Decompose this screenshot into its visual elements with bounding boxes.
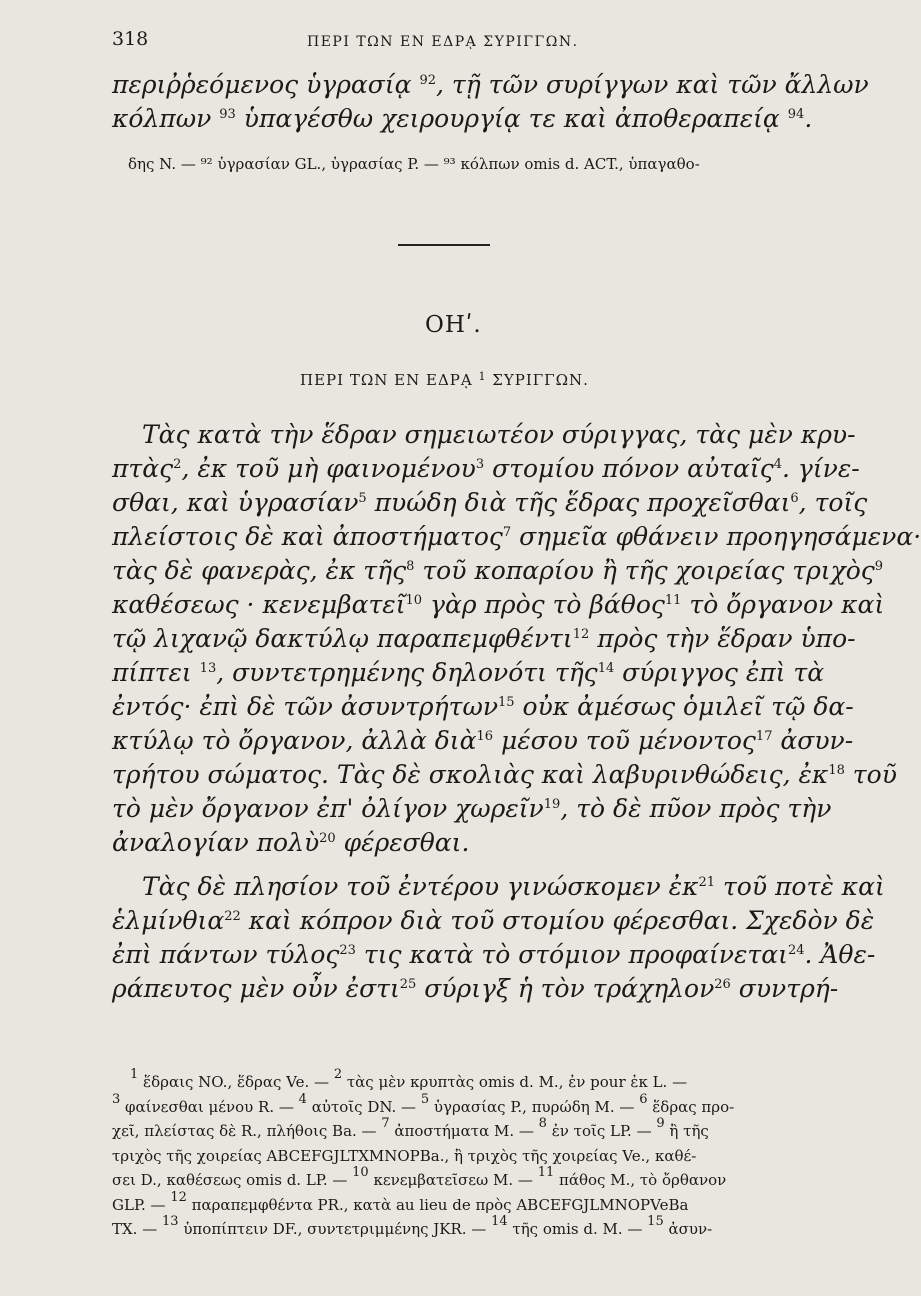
text-run: κενεμβατεῖσεω M. — (368, 1171, 538, 1189)
page-number: 318 (112, 28, 149, 50)
page-header (112, 28, 800, 60)
chapter-body (112, 418, 921, 1006)
text-run: παραπεμφθέντα PR., κατὰ au lieu de πρὸς ABCEFGJLMNOPVeBa (186, 1195, 689, 1214)
footnote-ref: 16 (476, 729, 494, 744)
text-run: . Ἀθε- (804, 940, 876, 969)
continued-footnote: δης N. — ⁹² ὑγρασίαν GL., ὑγρασίας P. — ⁹³ κόλπων omis d. ACT., ὑπαγαθο- (128, 155, 700, 173)
text-line (112, 588, 885, 622)
text-line (112, 452, 860, 486)
text-run: τὰς μὲν κρυπτὰς omis d. M., ἐν pour ἐκ L. — (342, 1073, 688, 1091)
text-line (112, 418, 856, 452)
text-run: ΠΕΡΙ ΤΩΝ ΕΝ ΕΔΡᾼ (300, 371, 479, 389)
text-run: πρὸς τὴν ἕδραν ὑπο- (589, 624, 856, 653)
text-run: τοῦ κοπαρίου ἢ τῆς χοιρείας τριχὸς (414, 556, 875, 585)
text-run: πυώδη διὰ τῆς ἕδρας προχεῖσθαι (366, 488, 791, 517)
footnote-ref: 10 (405, 593, 423, 608)
footnote-ref: 2 (333, 1067, 343, 1082)
text-run: ἕδραις NO., ἕδρας Ve. — (138, 1073, 334, 1091)
footnote-ref: 13 (199, 661, 217, 676)
footnote-ref: 9 (874, 559, 884, 574)
text-line (112, 622, 856, 656)
footnote-ref: 22 (224, 909, 241, 924)
footnote-ref: 7 (502, 525, 512, 540)
footnote-ref: 19 (543, 797, 561, 812)
text-run: ἑλμίνθια (112, 906, 225, 935)
text-line (112, 870, 885, 904)
footnote-ref: 25 (399, 977, 417, 992)
footnote-ref: 11 (664, 593, 682, 608)
text-run: τριχὸς τῆς χοιρείας ABCEFGJLTXMNOPBa., ἢ τριχὸς τῆς χοιρείας Ve., καθέ- (112, 1146, 697, 1165)
text-line (112, 938, 876, 972)
text-run: τὸ μὲν ὄργανον ἐπ' ὀλίγον χωρεῖν (112, 794, 544, 823)
text-run: σύριγξ ἡ τὸν τράχηλον (416, 974, 715, 1003)
footnote-ref: 9 (656, 1116, 665, 1131)
footnote-ref: 11 (537, 1165, 555, 1180)
text-line (112, 486, 868, 520)
text-run: ὑπαγέσθω χειρουργίᾳ τε καὶ ἀποθεραπείᾳ (235, 104, 788, 133)
text-line (112, 972, 839, 1006)
text-run: φαίνεσθαι μένου R. — (120, 1097, 299, 1116)
footnote-ref: 3 (112, 1091, 121, 1107)
footnote-ref: 21 (698, 875, 716, 890)
footnote-ref: 4 (773, 457, 783, 472)
text-run: . (804, 104, 813, 133)
footnote-ref: 26 (714, 977, 731, 992)
footnote-ref: 14 (491, 1214, 508, 1229)
text-run: , τοῖς (798, 488, 868, 517)
footnote-line (112, 1091, 782, 1120)
footnote-ref: 20 (319, 831, 336, 846)
footnote-line (112, 1165, 782, 1193)
text-run: ἢ τῆς (664, 1122, 709, 1140)
footnote-line (112, 1116, 782, 1144)
footnotes (112, 1067, 782, 1242)
text-run: ἕδρας προ- (647, 1097, 735, 1116)
text-run: , ἐκ τοῦ μὴ φαινομένου (181, 454, 476, 483)
text-run: Τὰς δὲ πλησίον τοῦ ἐντέρου γινώσκομεν ἐκ (142, 872, 699, 901)
text-run: κτύλῳ τὸ ὄργανον, ἀλλὰ διὰ (112, 726, 477, 755)
text-run: πάθος M., τὸ ὄρθανον (554, 1171, 727, 1189)
text-line (112, 724, 854, 758)
footnote-ref: 18 (828, 763, 845, 778)
text-run: στομίου πόνον αὐταῖς (484, 454, 774, 483)
text-run: ἀναλογίαν πολὺ (112, 828, 320, 857)
text-run: ΣΥΡΙΓΓΩΝ. (486, 371, 589, 389)
text-run: τὸ ὄργανον καὶ (681, 590, 885, 619)
text-run: πλείστοις δὲ καὶ ἀποστήματος (112, 522, 503, 551)
text-run: , τὸ δὲ πῦον πρὸς τὴν (560, 794, 832, 823)
footnote-ref: 17 (755, 729, 773, 744)
text-run: τὰς δὲ φανερὰς, ἐκ τῆς (112, 556, 407, 585)
text-run: συντρή- (730, 974, 839, 1003)
text-run: , τῇ τῶν συρίγγων καὶ τῶν ἄλλων (436, 70, 869, 99)
chapter-title (300, 370, 589, 389)
footnote-ref: 3 (475, 457, 485, 472)
text-run: τις κατὰ τὸ στόμιον προφαίνεται (355, 940, 788, 969)
text-line (112, 826, 776, 860)
text-line (112, 520, 921, 554)
text-run: οὐκ ἀμέσως ὁμιλεῖ τῷ δα- (514, 692, 854, 721)
text-run: πίπτει (112, 658, 200, 687)
text-run: χεῖ, πλείστας δὲ R., πλήθοις Ba. — (112, 1122, 382, 1140)
footnote-line (112, 1189, 782, 1218)
footnote-ref: 8 (406, 559, 415, 574)
footnote-ref: 8 (538, 1116, 547, 1131)
text-run: ράπευτος μὲν οὖν ἐστι (112, 974, 400, 1003)
text-run: ἀσυν- (772, 726, 854, 755)
footnote-ref: 93 (219, 107, 236, 122)
footnote-ref: 14 (597, 661, 615, 676)
footnote-ref: 6 (639, 1091, 648, 1107)
footnote-ref: 13 (162, 1214, 179, 1229)
text-run: τῆς omis d. M. — (507, 1220, 648, 1238)
footnote-ref: 6 (790, 491, 799, 506)
text-line (112, 690, 854, 724)
footnote-line (112, 1214, 782, 1242)
footnote-ref: 1 (478, 370, 487, 383)
text-line (112, 554, 884, 588)
footnote-ref: 15 (498, 695, 515, 710)
text-run: GLP. — (112, 1195, 171, 1214)
footnote-ref: 2 (173, 457, 182, 472)
text-run: ἀποστήματα M. — (389, 1122, 539, 1140)
footnote-ref: 10 (352, 1165, 369, 1180)
text-run: ἐν τοῖς LP. — (546, 1122, 657, 1140)
text-run: ἐπὶ πάντων τύλος (112, 940, 340, 969)
text-run: , συντετρημένης δηλονότι τῆς (216, 658, 598, 687)
text-run: κόλπων (112, 104, 220, 133)
text-line (112, 68, 869, 102)
text-run: σθαι, καὶ ὑγρασίαν (112, 488, 359, 517)
text-run: φέρεσθαι. (335, 828, 470, 857)
text-run: Τὰς κατὰ τὴν ἕδραν σημειωτέον σύριγγας, τὰς μὲν κρυ- (142, 420, 856, 449)
text-run: τῷ λιχανῷ δακτύλῳ παραπεμφθέντι (112, 624, 573, 653)
text-run: ἐντός· ἐπὶ δὲ τῶν ἀσυντρήτων (112, 692, 499, 721)
text-line (112, 904, 875, 938)
footnote-ref: 94 (787, 107, 805, 122)
footnote-ref: 92 (419, 73, 437, 88)
text-run: τρήτου σώματος. Τὰς δὲ σκολιὰς καὶ λαβυρινθώδεις, ἐκ (112, 760, 829, 789)
footnote-ref: 5 (358, 491, 367, 506)
footnote-ref: 12 (572, 627, 590, 642)
text-run: σει D., καθέσεως omis d. LP. — (112, 1171, 353, 1189)
text-run: γὰρ πρὸς τὸ βάθος (422, 590, 665, 619)
running-head: ΠΕΡΙ ΤΩΝ ΕΝ ΕΔΡᾼ ΣΥΡΙΓΓΩΝ. (307, 34, 579, 50)
text-run: καὶ κόπρον διὰ τοῦ στομίου φέρεσθαι. Σχεδὸν δὲ (240, 906, 875, 935)
text-line (112, 792, 832, 826)
footnote-line (112, 1144, 782, 1169)
text-line (112, 758, 897, 792)
text-run: αὐτοῖς DN. — (306, 1097, 421, 1116)
text-run: μέσου τοῦ μένοντος (493, 726, 756, 755)
footnote-ref: 15 (647, 1214, 664, 1229)
text-line (112, 102, 813, 136)
footnote-ref: 1 (130, 1067, 139, 1082)
text-run: ὑγρασίας P., πυρώδη M. — (429, 1097, 640, 1116)
footnote-line (112, 1067, 782, 1095)
footnote-ref: 24 (787, 943, 805, 958)
text-run: TX. — (112, 1220, 162, 1238)
text-run: πτὰς (112, 454, 174, 483)
text-run: ἀσυν- (663, 1220, 713, 1238)
text-run: περιῤῥεόμενος ὑγρασίᾳ (112, 70, 420, 99)
footnote-ref: 7 (381, 1116, 390, 1131)
footnote-ref: 5 (420, 1091, 430, 1107)
section-divider (398, 244, 490, 246)
chapter-number: ΟΗʹ. (425, 312, 482, 338)
footnote-ref: 4 (298, 1091, 307, 1107)
paragraph-gap (112, 860, 776, 870)
footnote-ref: 12 (170, 1189, 187, 1205)
text-run: . γίνε- (782, 454, 860, 483)
footnote-ref: 23 (339, 943, 356, 958)
continued-text (112, 68, 869, 136)
text-run: τοῦ (844, 760, 897, 789)
text-run: σύριγγος ἐπὶ τὰ (614, 658, 825, 687)
text-run: καθέσεως · κενεμβατεῖ (112, 590, 406, 619)
text-run: ὑποπίπτειν DF., συντετριμμένης JKR. — (178, 1220, 492, 1238)
text-run: σημεῖα φθάνειν προηγησάμενα· (511, 522, 921, 551)
text-line (112, 656, 825, 690)
text-run: τοῦ ποτὲ καὶ (715, 872, 885, 901)
